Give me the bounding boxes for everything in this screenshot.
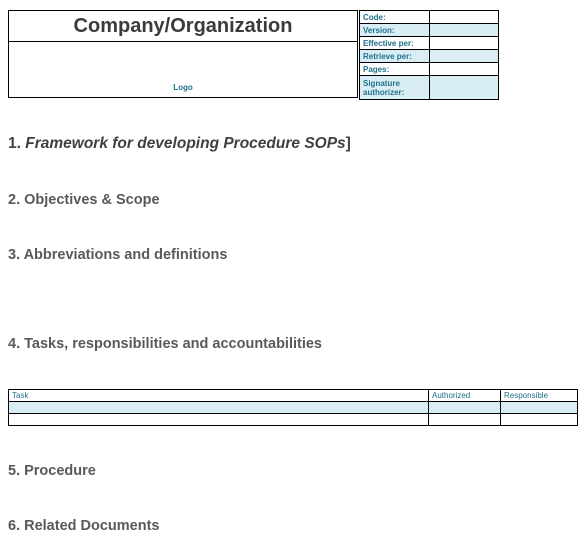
company-name (9, 11, 357, 42)
meta-label-signature: Signature authorizer: (360, 76, 430, 100)
meta-value-effective[interactable] (430, 37, 499, 50)
meta-label-pages: Pages: (360, 63, 430, 76)
meta-row-version (360, 24, 499, 37)
section-4-heading: 4. Tasks, responsibilities and accountabilities (8, 336, 323, 352)
section-5-heading: 5. Procedure (8, 463, 96, 479)
column-header-task: Task (9, 390, 429, 402)
section-1-heading (8, 135, 351, 153)
meta-row-effective (360, 37, 499, 50)
table-cell[interactable] (9, 414, 429, 426)
section-6-heading: 6. Related Documents (8, 518, 160, 534)
header-title-box (8, 10, 358, 98)
section-2-heading: 2. Objectives & Scope (8, 192, 160, 208)
section-1-suffix: ] (345, 135, 351, 152)
table-cell[interactable] (501, 402, 578, 414)
column-header-authorized: Authorized (429, 390, 501, 402)
meta-value-version[interactable] (430, 24, 499, 37)
meta-value-retrieve[interactable] (430, 50, 499, 63)
table-cell[interactable] (429, 414, 501, 426)
table-row (9, 414, 578, 426)
meta-label-version: Version: (360, 24, 430, 37)
section-3-heading: 3. Abbreviations and definitions (8, 247, 228, 263)
meta-label-effective: Effective per: (360, 37, 430, 50)
section-1-number: 1. (8, 135, 21, 152)
table-cell[interactable] (9, 402, 429, 414)
meta-value-signature[interactable] (430, 76, 499, 100)
meta-label-code: Code: (360, 11, 430, 24)
table-row (9, 402, 578, 414)
section-1-title: Framework for developing Procedure SOPs (25, 135, 346, 152)
column-header-responsible: Responsible (501, 390, 578, 402)
table-cell[interactable] (429, 402, 501, 414)
meta-row-retrieve (360, 50, 499, 63)
task-responsibility-table (8, 389, 578, 426)
meta-value-code[interactable] (430, 11, 499, 24)
meta-value-pages[interactable] (430, 63, 499, 76)
document-meta-table (359, 10, 499, 100)
meta-label-retrieve: Retrieve per: (360, 50, 430, 63)
logo-placeholder: Logo (173, 83, 193, 92)
company-name-text: Company/Organization (73, 15, 293, 37)
table-cell[interactable] (501, 414, 578, 426)
meta-row-pages (360, 63, 499, 76)
meta-row-code (360, 11, 499, 24)
meta-row-signature (360, 76, 499, 100)
task-table-header-row (9, 390, 578, 402)
